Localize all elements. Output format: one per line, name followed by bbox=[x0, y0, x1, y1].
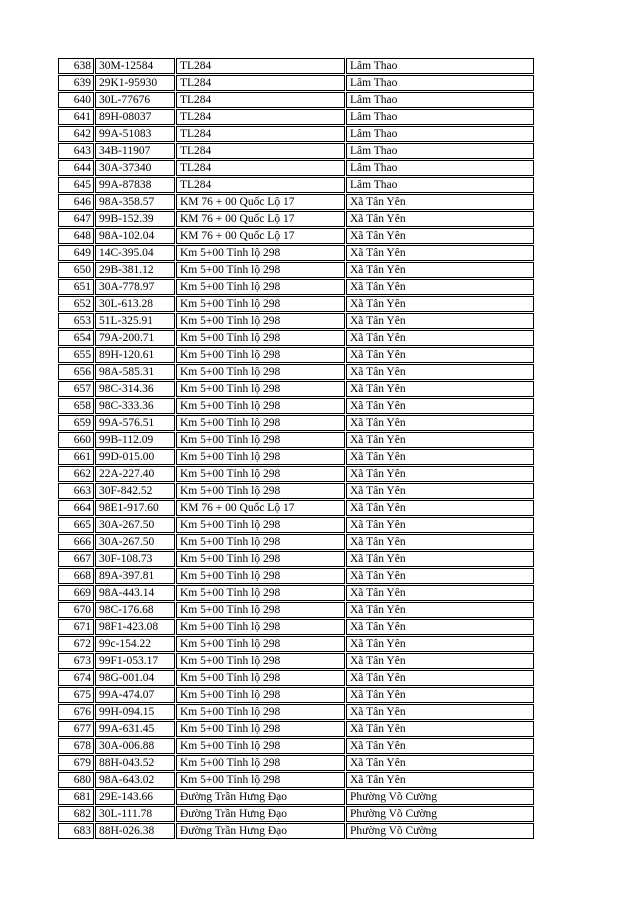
area-cell: Xã Tân Yên bbox=[346, 245, 534, 261]
plate-cell: 98F1-423.08 bbox=[95, 619, 175, 635]
row-index-cell: 671 bbox=[58, 619, 94, 635]
plate-cell: 99A-87838 bbox=[95, 177, 175, 193]
area-cell: Xã Tân Yên bbox=[346, 347, 534, 363]
area-cell: Lâm Thao bbox=[346, 75, 534, 91]
plate-cell: 98G-001.04 bbox=[95, 670, 175, 686]
table-row bbox=[58, 806, 534, 822]
location-cell: TL284 bbox=[176, 92, 345, 108]
plate-cell: 30A-267.50 bbox=[95, 517, 175, 533]
plate-cell: 88H-043.52 bbox=[95, 755, 175, 771]
table-row bbox=[58, 75, 534, 91]
plate-cell: 98A-358.57 bbox=[95, 194, 175, 210]
table-row bbox=[58, 483, 534, 499]
plate-cell: 89A-397.81 bbox=[95, 568, 175, 584]
location-cell: TL284 bbox=[176, 143, 345, 159]
table-row bbox=[58, 449, 534, 465]
row-index-cell: 660 bbox=[58, 432, 94, 448]
row-index-cell: 664 bbox=[58, 500, 94, 516]
table-row bbox=[58, 398, 534, 414]
row-index-cell: 666 bbox=[58, 534, 94, 550]
area-cell: Phường Võ Cường bbox=[346, 806, 534, 822]
table-row bbox=[58, 262, 534, 278]
row-index-cell: 661 bbox=[58, 449, 94, 465]
location-cell: Km 5+00 Tỉnh lộ 298 bbox=[176, 687, 345, 703]
plate-cell: 98E1-917.60 bbox=[95, 500, 175, 516]
area-cell: Xã Tân Yên bbox=[346, 262, 534, 278]
plate-cell: 30A-006.88 bbox=[95, 738, 175, 754]
location-cell: TL284 bbox=[176, 160, 345, 176]
plate-cell: 79A-200.71 bbox=[95, 330, 175, 346]
area-cell: Xã Tân Yên bbox=[346, 466, 534, 482]
row-index-cell: 644 bbox=[58, 160, 94, 176]
area-cell: Xã Tân Yên bbox=[346, 619, 534, 635]
row-index-cell: 648 bbox=[58, 228, 94, 244]
plate-cell: 99A-51083 bbox=[95, 126, 175, 142]
location-cell: Km 5+00 Tỉnh lộ 298 bbox=[176, 330, 345, 346]
table-row bbox=[58, 704, 534, 720]
area-cell: Xã Tân Yên bbox=[346, 279, 534, 295]
row-index-cell: 659 bbox=[58, 415, 94, 431]
location-cell: KM 76 + 00 Quốc Lộ 17 bbox=[176, 211, 345, 227]
plate-cell: 30L-77676 bbox=[95, 92, 175, 108]
vehicle-list-table bbox=[57, 57, 535, 840]
location-cell: TL284 bbox=[176, 58, 345, 74]
location-cell: Km 5+00 Tỉnh lộ 298 bbox=[176, 347, 345, 363]
plate-cell: 98C-314.36 bbox=[95, 381, 175, 397]
location-cell: Km 5+00 Tỉnh lộ 298 bbox=[176, 466, 345, 482]
area-cell: Xã Tân Yên bbox=[346, 398, 534, 414]
plate-cell: 30L-111.78 bbox=[95, 806, 175, 822]
area-cell: Xã Tân Yên bbox=[346, 483, 534, 499]
area-cell: Xã Tân Yên bbox=[346, 670, 534, 686]
area-cell: Xã Tân Yên bbox=[346, 585, 534, 601]
location-cell: Km 5+00 Tỉnh lộ 298 bbox=[176, 602, 345, 618]
table-row bbox=[58, 755, 534, 771]
plate-cell: 89H-120.61 bbox=[95, 347, 175, 363]
area-cell: Phường Võ Cường bbox=[346, 789, 534, 805]
table-row bbox=[58, 109, 534, 125]
location-cell: Km 5+00 Tỉnh lộ 298 bbox=[176, 636, 345, 652]
table-row bbox=[58, 517, 534, 533]
area-cell: Xã Tân Yên bbox=[346, 653, 534, 669]
area-cell: Xã Tân Yên bbox=[346, 211, 534, 227]
table-row bbox=[58, 432, 534, 448]
plate-cell: 98A-585.31 bbox=[95, 364, 175, 380]
table-row bbox=[58, 330, 534, 346]
row-index-cell: 645 bbox=[58, 177, 94, 193]
table-row bbox=[58, 653, 534, 669]
row-index-cell: 653 bbox=[58, 313, 94, 329]
location-cell: TL284 bbox=[176, 109, 345, 125]
table-row bbox=[58, 551, 534, 567]
location-cell: Km 5+00 Tỉnh lộ 298 bbox=[176, 262, 345, 278]
table-row bbox=[58, 211, 534, 227]
location-cell: Km 5+00 Tỉnh lộ 298 bbox=[176, 398, 345, 414]
location-cell: KM 76 + 00 Quốc Lộ 17 bbox=[176, 194, 345, 210]
area-cell: Xã Tân Yên bbox=[346, 415, 534, 431]
area-cell: Lâm Thao bbox=[346, 177, 534, 193]
row-index-cell: 665 bbox=[58, 517, 94, 533]
row-index-cell: 658 bbox=[58, 398, 94, 414]
row-index-cell: 682 bbox=[58, 806, 94, 822]
row-index-cell: 643 bbox=[58, 143, 94, 159]
table-row bbox=[58, 347, 534, 363]
plate-cell: 98C-333.36 bbox=[95, 398, 175, 414]
row-index-cell: 670 bbox=[58, 602, 94, 618]
row-index-cell: 657 bbox=[58, 381, 94, 397]
plate-cell: 99B-112.09 bbox=[95, 432, 175, 448]
row-index-cell: 673 bbox=[58, 653, 94, 669]
table-row bbox=[58, 721, 534, 737]
area-cell: Xã Tân Yên bbox=[346, 517, 534, 533]
location-cell: Km 5+00 Tỉnh lộ 298 bbox=[176, 449, 345, 465]
table-row bbox=[58, 823, 534, 839]
area-cell: Xã Tân Yên bbox=[346, 551, 534, 567]
plate-cell: 34B-11907 bbox=[95, 143, 175, 159]
area-cell: Xã Tân Yên bbox=[346, 296, 534, 312]
table-row bbox=[58, 364, 534, 380]
area-cell: Xã Tân Yên bbox=[346, 602, 534, 618]
area-cell: Phường Võ Cường bbox=[346, 823, 534, 839]
table-row bbox=[58, 602, 534, 618]
plate-cell: 30A-778.97 bbox=[95, 279, 175, 295]
location-cell: Km 5+00 Tỉnh lộ 298 bbox=[176, 568, 345, 584]
plate-cell: 98A-643.02 bbox=[95, 772, 175, 788]
area-cell: Lâm Thao bbox=[346, 92, 534, 108]
row-index-cell: 677 bbox=[58, 721, 94, 737]
location-cell: Km 5+00 Tỉnh lộ 298 bbox=[176, 721, 345, 737]
table-row bbox=[58, 789, 534, 805]
table-row bbox=[58, 636, 534, 652]
location-cell: KM 76 + 00 Quốc Lộ 17 bbox=[176, 500, 345, 516]
row-index-cell: 654 bbox=[58, 330, 94, 346]
row-index-cell: 639 bbox=[58, 75, 94, 91]
location-cell: Km 5+00 Tỉnh lộ 298 bbox=[176, 551, 345, 567]
plate-cell: 99A-576.51 bbox=[95, 415, 175, 431]
location-cell: Đường Trần Hưng Đạo bbox=[176, 823, 345, 839]
area-cell: Xã Tân Yên bbox=[346, 381, 534, 397]
row-index-cell: 663 bbox=[58, 483, 94, 499]
plate-cell: 30A-267.50 bbox=[95, 534, 175, 550]
row-index-cell: 672 bbox=[58, 636, 94, 652]
table-row bbox=[58, 228, 534, 244]
location-cell: Km 5+00 Tỉnh lộ 298 bbox=[176, 772, 345, 788]
table-row bbox=[58, 245, 534, 261]
table-row bbox=[58, 279, 534, 295]
area-cell: Xã Tân Yên bbox=[346, 364, 534, 380]
row-index-cell: 646 bbox=[58, 194, 94, 210]
area-cell: Lâm Thao bbox=[346, 109, 534, 125]
location-cell: Km 5+00 Tỉnh lộ 298 bbox=[176, 483, 345, 499]
table-row bbox=[58, 568, 534, 584]
location-cell: TL284 bbox=[176, 75, 345, 91]
plate-cell: 98A-102.04 bbox=[95, 228, 175, 244]
location-cell: Km 5+00 Tỉnh lộ 298 bbox=[176, 517, 345, 533]
location-cell: Đường Trần Hưng Đạo bbox=[176, 789, 345, 805]
location-cell: Km 5+00 Tỉnh lộ 298 bbox=[176, 296, 345, 312]
table-row bbox=[58, 466, 534, 482]
row-index-cell: 650 bbox=[58, 262, 94, 278]
table-row bbox=[58, 585, 534, 601]
table-row bbox=[58, 296, 534, 312]
plate-cell: 99c-154.22 bbox=[95, 636, 175, 652]
row-index-cell: 678 bbox=[58, 738, 94, 754]
row-index-cell: 651 bbox=[58, 279, 94, 295]
row-index-cell: 641 bbox=[58, 109, 94, 125]
table-row bbox=[58, 381, 534, 397]
area-cell: Xã Tân Yên bbox=[346, 313, 534, 329]
area-cell: Lâm Thao bbox=[346, 143, 534, 159]
location-cell: KM 76 + 00 Quốc Lộ 17 bbox=[176, 228, 345, 244]
table-row bbox=[58, 670, 534, 686]
table-row bbox=[58, 194, 534, 210]
plate-cell: 99D-015.00 bbox=[95, 449, 175, 465]
table-row bbox=[58, 177, 534, 193]
table-row bbox=[58, 687, 534, 703]
location-cell: Km 5+00 Tỉnh lộ 298 bbox=[176, 245, 345, 261]
location-cell: Km 5+00 Tỉnh lộ 298 bbox=[176, 313, 345, 329]
area-cell: Xã Tân Yên bbox=[346, 500, 534, 516]
location-cell: TL284 bbox=[176, 177, 345, 193]
row-index-cell: 681 bbox=[58, 789, 94, 805]
location-cell: Km 5+00 Tỉnh lộ 298 bbox=[176, 364, 345, 380]
plate-cell: 30M-12584 bbox=[95, 58, 175, 74]
location-cell: TL284 bbox=[176, 126, 345, 142]
table-row bbox=[58, 58, 534, 74]
table-body bbox=[58, 58, 534, 839]
plate-cell: 29B-381.12 bbox=[95, 262, 175, 278]
row-index-cell: 668 bbox=[58, 568, 94, 584]
location-cell: Km 5+00 Tỉnh lộ 298 bbox=[176, 381, 345, 397]
area-cell: Lâm Thao bbox=[346, 126, 534, 142]
plate-cell: 99A-474.07 bbox=[95, 687, 175, 703]
area-cell: Xã Tân Yên bbox=[346, 432, 534, 448]
row-index-cell: 656 bbox=[58, 364, 94, 380]
plate-cell: 99H-094.15 bbox=[95, 704, 175, 720]
row-index-cell: 667 bbox=[58, 551, 94, 567]
row-index-cell: 655 bbox=[58, 347, 94, 363]
plate-cell: 99B-152.39 bbox=[95, 211, 175, 227]
plate-cell: 22A-227.40 bbox=[95, 466, 175, 482]
row-index-cell: 669 bbox=[58, 585, 94, 601]
plate-cell: 51L-325.91 bbox=[95, 313, 175, 329]
row-index-cell: 647 bbox=[58, 211, 94, 227]
row-index-cell: 638 bbox=[58, 58, 94, 74]
area-cell: Xã Tân Yên bbox=[346, 568, 534, 584]
plate-cell: 30A-37340 bbox=[95, 160, 175, 176]
row-index-cell: 652 bbox=[58, 296, 94, 312]
area-cell: Xã Tân Yên bbox=[346, 534, 534, 550]
location-cell: Km 5+00 Tỉnh lộ 298 bbox=[176, 619, 345, 635]
location-cell: Km 5+00 Tỉnh lộ 298 bbox=[176, 755, 345, 771]
area-cell: Lâm Thao bbox=[346, 160, 534, 176]
table-row bbox=[58, 738, 534, 754]
location-cell: Km 5+00 Tỉnh lộ 298 bbox=[176, 585, 345, 601]
plate-cell: 88H-026.38 bbox=[95, 823, 175, 839]
area-cell: Xã Tân Yên bbox=[346, 228, 534, 244]
table-row bbox=[58, 143, 534, 159]
area-cell: Xã Tân Yên bbox=[346, 330, 534, 346]
row-index-cell: 662 bbox=[58, 466, 94, 482]
location-cell: Km 5+00 Tỉnh lộ 298 bbox=[176, 704, 345, 720]
plate-cell: 98A-443.14 bbox=[95, 585, 175, 601]
table-row bbox=[58, 619, 534, 635]
plate-cell: 30L-613.28 bbox=[95, 296, 175, 312]
row-index-cell: 675 bbox=[58, 687, 94, 703]
plate-cell: 29E-143.66 bbox=[95, 789, 175, 805]
plate-cell: 29K1-95930 bbox=[95, 75, 175, 91]
location-cell: Km 5+00 Tỉnh lộ 298 bbox=[176, 415, 345, 431]
area-cell: Lâm Thao bbox=[346, 58, 534, 74]
plate-cell: 89H-08037 bbox=[95, 109, 175, 125]
row-index-cell: 649 bbox=[58, 245, 94, 261]
row-index-cell: 674 bbox=[58, 670, 94, 686]
location-cell: Km 5+00 Tỉnh lộ 298 bbox=[176, 738, 345, 754]
area-cell: Xã Tân Yên bbox=[346, 755, 534, 771]
row-index-cell: 640 bbox=[58, 92, 94, 108]
table-row bbox=[58, 415, 534, 431]
plate-cell: 30F-108.73 bbox=[95, 551, 175, 567]
table-row bbox=[58, 772, 534, 788]
area-cell: Xã Tân Yên bbox=[346, 772, 534, 788]
area-cell: Xã Tân Yên bbox=[346, 687, 534, 703]
table-row bbox=[58, 160, 534, 176]
plate-cell: 99A-631.45 bbox=[95, 721, 175, 737]
row-index-cell: 676 bbox=[58, 704, 94, 720]
table-row bbox=[58, 313, 534, 329]
row-index-cell: 683 bbox=[58, 823, 94, 839]
location-cell: Đường Trần Hưng Đạo bbox=[176, 806, 345, 822]
area-cell: Xã Tân Yên bbox=[346, 449, 534, 465]
area-cell: Xã Tân Yên bbox=[346, 721, 534, 737]
row-index-cell: 642 bbox=[58, 126, 94, 142]
area-cell: Xã Tân Yên bbox=[346, 194, 534, 210]
plate-cell: 99F1-053.17 bbox=[95, 653, 175, 669]
location-cell: Km 5+00 Tỉnh lộ 298 bbox=[176, 279, 345, 295]
table-row bbox=[58, 92, 534, 108]
table-row bbox=[58, 126, 534, 142]
plate-cell: 14C-395.04 bbox=[95, 245, 175, 261]
area-cell: Xã Tân Yên bbox=[346, 738, 534, 754]
location-cell: Km 5+00 Tỉnh lộ 298 bbox=[176, 670, 345, 686]
area-cell: Xã Tân Yên bbox=[346, 704, 534, 720]
plate-cell: 98C-176.68 bbox=[95, 602, 175, 618]
row-index-cell: 680 bbox=[58, 772, 94, 788]
location-cell: Km 5+00 Tỉnh lộ 298 bbox=[176, 653, 345, 669]
location-cell: Km 5+00 Tỉnh lộ 298 bbox=[176, 432, 345, 448]
plate-cell: 30F-842.52 bbox=[95, 483, 175, 499]
table-row bbox=[58, 500, 534, 516]
row-index-cell: 679 bbox=[58, 755, 94, 771]
area-cell: Xã Tân Yên bbox=[346, 636, 534, 652]
table-row bbox=[58, 534, 534, 550]
location-cell: Km 5+00 Tỉnh lộ 298 bbox=[176, 534, 345, 550]
